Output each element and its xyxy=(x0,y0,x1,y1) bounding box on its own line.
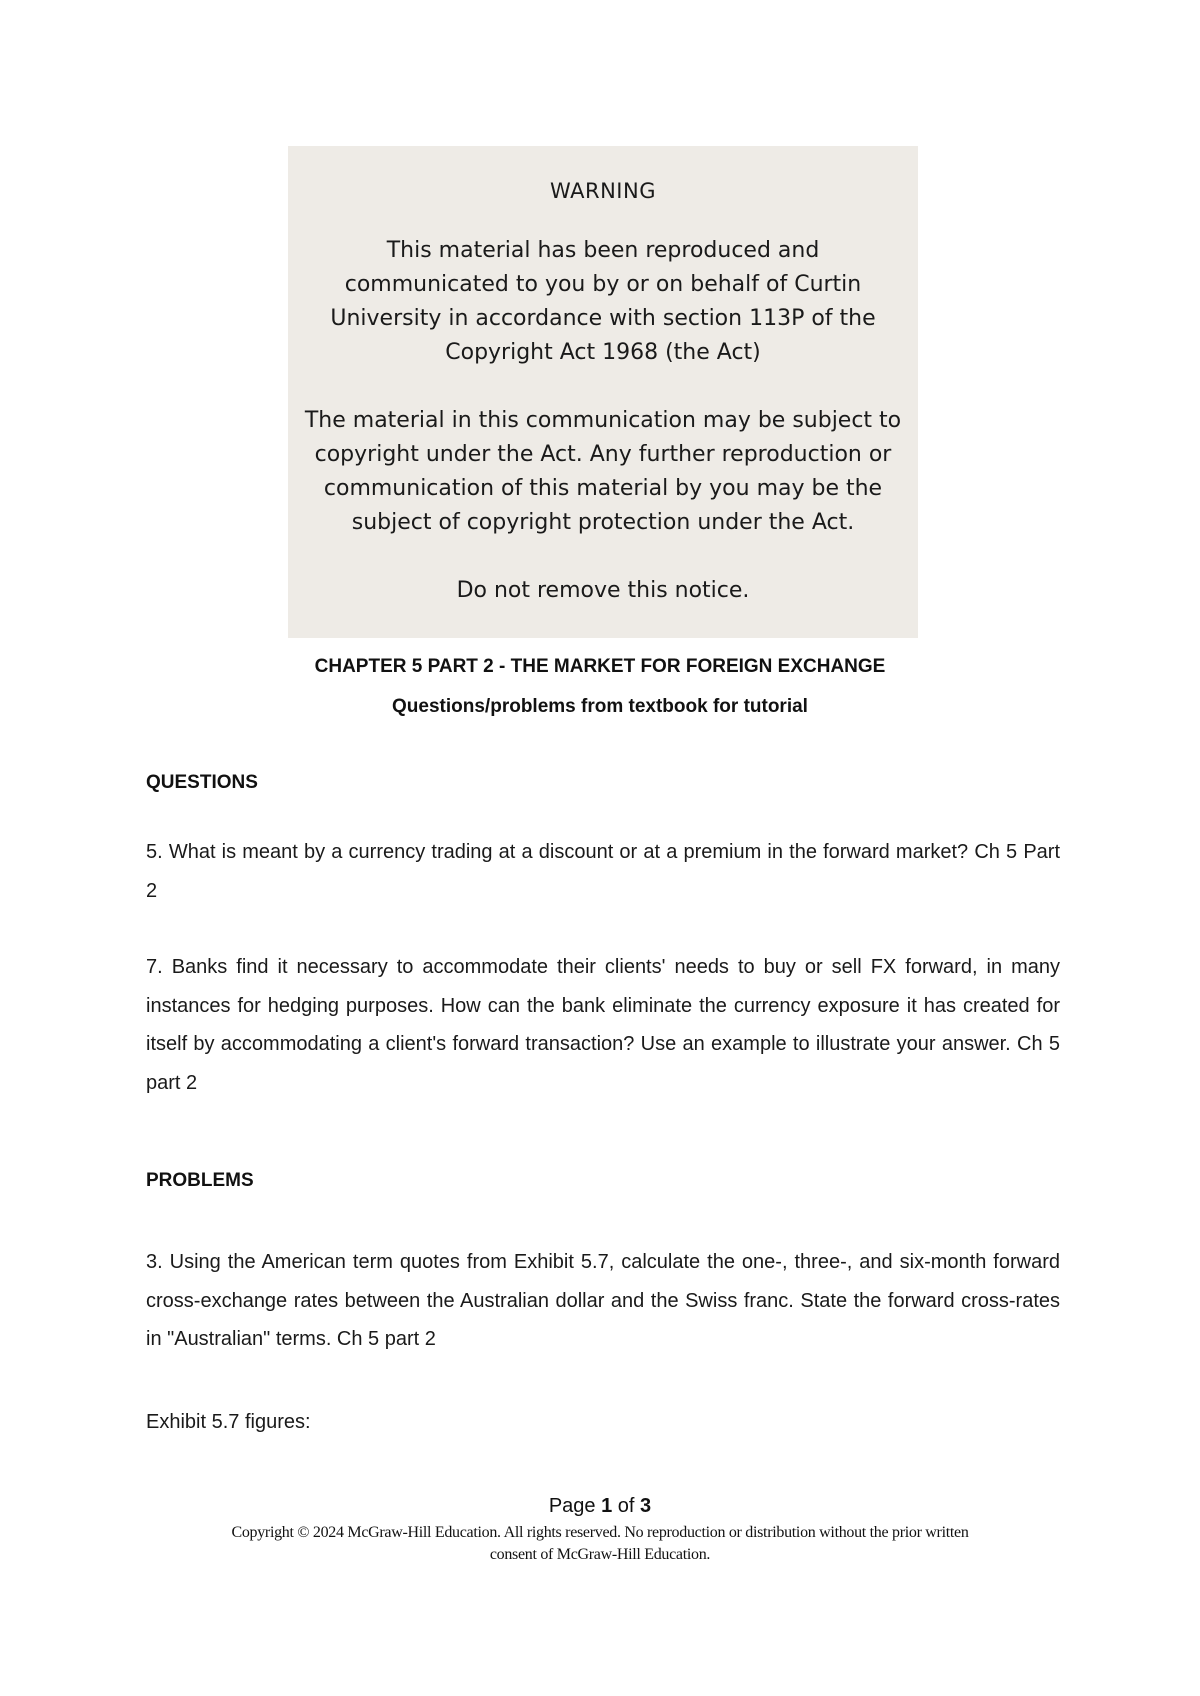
page-total: 3 xyxy=(640,1495,652,1517)
chapter-title: CHAPTER 5 PART 2 - THE MARKET FOR FOREIGN EXCHANGE xyxy=(314,656,886,677)
warning-line: Copyright Act 1968 (the Act) xyxy=(445,340,761,365)
question-5: 5. What is meant by a currency trading at a discount or at a premium in the forward market? Ch 5 Part 2 xyxy=(146,841,1060,902)
copyright-warning-notice xyxy=(288,146,918,638)
warning-line: subject of copyright protection under the Act. xyxy=(351,510,855,535)
copyright-line-1: Copyright © 2024 McGraw-Hill Education. All rights reserved. No reproduction or distribution without the prior written xyxy=(231,1524,969,1541)
warning-line: The material in this communication may be subject to xyxy=(304,408,902,433)
page-prefix: Page xyxy=(548,1495,602,1517)
warning-line: communicated to you by or on behalf of Curtin xyxy=(344,272,862,297)
warning-line: This material has been reproduced and xyxy=(386,238,820,263)
question-7: 7. Banks find it necessary to accommodate their clients' needs to buy or sell FX forward, in many instances for hedging purposes. How can the bank eliminate the currency exposure it has created for itself by accommodating a client's forward transaction? Use an example to illustrate your answer. Ch 5 part 2 xyxy=(146,956,1060,1094)
warning-paragraph-1 xyxy=(288,234,918,370)
warning-paragraph-2 xyxy=(288,404,918,540)
warning-paragraph-3: Do not remove this notice. xyxy=(456,578,750,603)
exhibit-label: Exhibit 5.7 figures: xyxy=(146,1411,311,1433)
page-of: of xyxy=(612,1495,641,1517)
page-number xyxy=(0,1495,1200,1518)
copyright-line-2: consent of McGraw-Hill Education. xyxy=(489,1546,711,1563)
warning-line: copyright under the Act. Any further reproduction or xyxy=(314,442,892,467)
questions-label: QUESTIONS xyxy=(146,772,258,793)
chapter-subtitle: Questions/problems from textbook for tutorial xyxy=(392,696,808,717)
page-current: 1 xyxy=(601,1495,613,1517)
warning-line: University in accordance with section 113P of the xyxy=(330,306,876,331)
problems-label: PROBLEMS xyxy=(146,1170,254,1191)
warning-line: communication of this material by you may be the xyxy=(323,476,883,501)
warning-title: WARNING xyxy=(550,179,656,203)
problem-3: 3. Using the American term quotes from Exhibit 5.7, calculate the one-, three-, and six-month forward cross-exchange rates between the Australian dollar and the Swiss franc. State the forward cross-rates in "Australian" terms. Ch 5 part 2 xyxy=(146,1251,1060,1350)
copyright-footer xyxy=(0,1522,1200,1566)
